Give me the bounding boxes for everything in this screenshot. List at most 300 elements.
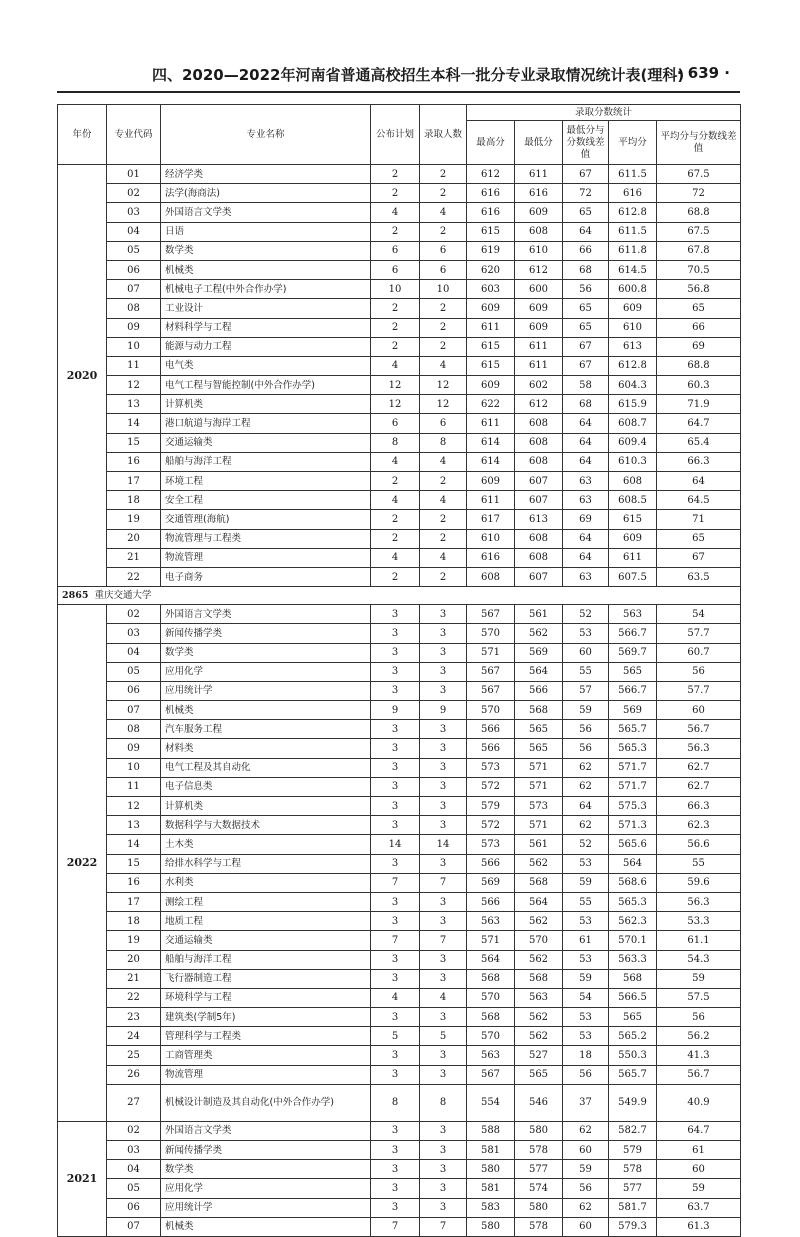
cell-plan: 6 xyxy=(371,260,420,279)
cell-avg-diff: 63.7 xyxy=(657,1198,741,1217)
cell-avg: 565.3 xyxy=(609,892,657,911)
cell-avg: 566.7 xyxy=(609,681,657,700)
table-row xyxy=(58,222,741,241)
cell-avg-diff: 55 xyxy=(657,854,741,873)
cell-max: 622 xyxy=(467,395,515,414)
cell-code: 05 xyxy=(107,662,161,681)
cell-min-diff: 56 xyxy=(563,739,609,758)
cell-min-diff: 67 xyxy=(563,165,609,184)
cell-avg-diff: 56.8 xyxy=(657,280,741,299)
cell-avg: 579 xyxy=(609,1141,657,1160)
cell-max: 571 xyxy=(467,931,515,950)
cell-admitted: 3 xyxy=(420,739,467,758)
cell-name: 管理科学与工程类 xyxy=(161,1027,371,1046)
cell-max: 566 xyxy=(467,720,515,739)
cell-max: 571 xyxy=(467,643,515,662)
cell-name: 应用统计学 xyxy=(161,1198,371,1217)
cell-min-diff: 61 xyxy=(563,931,609,950)
cell-plan: 2 xyxy=(371,184,420,203)
cell-plan: 9 xyxy=(371,701,420,720)
cell-min: 573 xyxy=(515,797,563,816)
cell-min-diff: 64 xyxy=(563,414,609,433)
cell-avg-diff: 41.3 xyxy=(657,1046,741,1065)
cell-max: 615 xyxy=(467,337,515,356)
cell-plan: 2 xyxy=(371,510,420,529)
table-row xyxy=(58,950,741,969)
cell-avg: 564 xyxy=(609,854,657,873)
cell-min-diff: 57 xyxy=(563,681,609,700)
cell-code: 09 xyxy=(107,318,161,337)
cell-name: 经济学类 xyxy=(161,165,371,184)
cell-code: 18 xyxy=(107,912,161,931)
cell-code: 15 xyxy=(107,433,161,452)
cell-max: 615 xyxy=(467,356,515,375)
cell-admitted: 3 xyxy=(420,1065,467,1084)
year-cell: 2022 xyxy=(58,605,107,1122)
cell-min-diff: 69 xyxy=(563,510,609,529)
cell-admitted: 3 xyxy=(420,1141,467,1160)
col-min: 最低分 xyxy=(515,121,563,165)
cell-min: 608 xyxy=(515,529,563,548)
cell-plan: 3 xyxy=(371,720,420,739)
cell-plan: 5 xyxy=(371,1027,420,1046)
cell-min: 564 xyxy=(515,892,563,911)
cell-admitted: 2 xyxy=(420,184,467,203)
cell-name: 飞行器制造工程 xyxy=(161,969,371,988)
cell-max: 617 xyxy=(467,510,515,529)
cell-admitted: 3 xyxy=(420,1179,467,1198)
cell-code: 11 xyxy=(107,777,161,796)
cell-name: 工业设计 xyxy=(161,299,371,318)
school-cell xyxy=(58,587,741,605)
table-row xyxy=(58,777,741,796)
cell-avg-diff: 72 xyxy=(657,184,741,203)
cell-min: 527 xyxy=(515,1046,563,1065)
cell-avg: 563 xyxy=(609,605,657,624)
cell-avg-diff: 64.7 xyxy=(657,1121,741,1140)
cell-code: 07 xyxy=(107,280,161,299)
cell-avg-diff: 40.9 xyxy=(657,1084,741,1121)
cell-max: 572 xyxy=(467,777,515,796)
cell-admitted: 4 xyxy=(420,356,467,375)
cell-admitted: 12 xyxy=(420,376,467,395)
cell-min-diff: 66 xyxy=(563,241,609,260)
cell-avg-diff: 54 xyxy=(657,605,741,624)
cell-name: 外国语言文学类 xyxy=(161,203,371,222)
cell-avg: 611.5 xyxy=(609,222,657,241)
cell-admitted: 2 xyxy=(420,472,467,491)
cell-name: 给排水科学与工程 xyxy=(161,854,371,873)
cell-max: 612 xyxy=(467,165,515,184)
cell-name: 电气工程与智能控制(中外合作办学) xyxy=(161,376,371,395)
cell-avg: 575.3 xyxy=(609,797,657,816)
cell-max: 619 xyxy=(467,241,515,260)
table-row xyxy=(58,184,741,203)
cell-name: 电子信息类 xyxy=(161,777,371,796)
cell-admitted: 3 xyxy=(420,1121,467,1140)
cell-min: 609 xyxy=(515,203,563,222)
cell-admitted: 3 xyxy=(420,720,467,739)
cell-max: 568 xyxy=(467,1008,515,1027)
table-row xyxy=(58,624,741,643)
col-name: 专业名称 xyxy=(161,105,371,165)
cell-name: 交通运输类 xyxy=(161,931,371,950)
cell-min-diff: 59 xyxy=(563,969,609,988)
cell-code: 04 xyxy=(107,222,161,241)
cell-min-diff: 64 xyxy=(563,797,609,816)
cell-avg: 563.3 xyxy=(609,950,657,969)
cell-min: 608 xyxy=(515,452,563,471)
cell-avg: 569.7 xyxy=(609,643,657,662)
table-row xyxy=(58,414,741,433)
cell-plan: 6 xyxy=(371,241,420,260)
cell-plan: 3 xyxy=(371,681,420,700)
cell-max: 567 xyxy=(467,662,515,681)
cell-min: 608 xyxy=(515,414,563,433)
cell-max: 563 xyxy=(467,1046,515,1065)
cell-name: 材料类 xyxy=(161,739,371,758)
table-row xyxy=(58,356,741,375)
cell-plan: 2 xyxy=(371,472,420,491)
cell-name: 物流管理与工程类 xyxy=(161,529,371,548)
cell-name: 外国语言文学类 xyxy=(161,1121,371,1140)
cell-admitted: 2 xyxy=(420,337,467,356)
table-row xyxy=(58,835,741,854)
cell-min: 616 xyxy=(515,184,563,203)
cell-avg-diff: 66 xyxy=(657,318,741,337)
cell-admitted: 3 xyxy=(420,605,467,624)
cell-name: 应用化学 xyxy=(161,1179,371,1198)
cell-plan: 6 xyxy=(371,414,420,433)
col-avg: 平均分 xyxy=(609,121,657,165)
table-row xyxy=(58,203,741,222)
cell-min-diff: 54 xyxy=(563,988,609,1007)
year-cell: 2021 xyxy=(58,1121,107,1236)
cell-min-diff: 67 xyxy=(563,356,609,375)
cell-code: 02 xyxy=(107,184,161,203)
cell-admitted: 14 xyxy=(420,835,467,854)
cell-avg-diff: 56.7 xyxy=(657,1065,741,1084)
cell-code: 18 xyxy=(107,491,161,510)
cell-code: 20 xyxy=(107,950,161,969)
table-row xyxy=(58,797,741,816)
cell-max: 554 xyxy=(467,1084,515,1121)
cell-min-diff: 65 xyxy=(563,203,609,222)
table-row xyxy=(58,395,741,414)
cell-avg: 608.7 xyxy=(609,414,657,433)
cell-avg-diff: 60.3 xyxy=(657,376,741,395)
cell-avg: 611.5 xyxy=(609,165,657,184)
table-row xyxy=(58,605,741,624)
cell-avg-diff: 70.5 xyxy=(657,260,741,279)
cell-admitted: 10 xyxy=(420,280,467,299)
cell-max: 573 xyxy=(467,835,515,854)
cell-admitted: 3 xyxy=(420,681,467,700)
cell-code: 09 xyxy=(107,739,161,758)
cell-code: 03 xyxy=(107,1141,161,1160)
cell-plan: 2 xyxy=(371,529,420,548)
cell-name: 安全工程 xyxy=(161,491,371,510)
cell-name: 日语 xyxy=(161,222,371,241)
cell-code: 12 xyxy=(107,376,161,395)
cell-avg-diff: 67.5 xyxy=(657,165,741,184)
cell-max: 610 xyxy=(467,529,515,548)
cell-code: 04 xyxy=(107,1160,161,1179)
cell-avg: 608 xyxy=(609,472,657,491)
cell-name: 港口航道与海岸工程 xyxy=(161,414,371,433)
cell-max: 608 xyxy=(467,567,515,586)
cell-avg-diff: 57.7 xyxy=(657,624,741,643)
cell-min: 568 xyxy=(515,969,563,988)
cell-name: 数学类 xyxy=(161,241,371,260)
cell-avg: 612.8 xyxy=(609,203,657,222)
cell-avg: 616 xyxy=(609,184,657,203)
cell-name: 数学类 xyxy=(161,643,371,662)
cell-code: 13 xyxy=(107,395,161,414)
cell-avg: 571.7 xyxy=(609,758,657,777)
cell-min: 568 xyxy=(515,873,563,892)
cell-min: 562 xyxy=(515,854,563,873)
cell-name: 材料科学与工程 xyxy=(161,318,371,337)
cell-min-diff: 63 xyxy=(563,491,609,510)
cell-plan: 7 xyxy=(371,931,420,950)
cell-max: 580 xyxy=(467,1217,515,1236)
col-code: 专业代码 xyxy=(107,105,161,165)
table-row xyxy=(58,662,741,681)
cell-plan: 7 xyxy=(371,873,420,892)
cell-avg: 569 xyxy=(609,701,657,720)
col-max: 最高分 xyxy=(467,121,515,165)
table-row xyxy=(58,988,741,1007)
page-header xyxy=(60,60,730,88)
cell-min-diff: 62 xyxy=(563,1198,609,1217)
cell-min: 610 xyxy=(515,241,563,260)
cell-avg: 565.7 xyxy=(609,720,657,739)
cell-admitted: 5 xyxy=(420,1027,467,1046)
table-row xyxy=(58,1065,741,1084)
cell-plan: 12 xyxy=(371,376,420,395)
cell-admitted: 2 xyxy=(420,318,467,337)
cell-plan: 3 xyxy=(371,854,420,873)
cell-avg: 579.3 xyxy=(609,1217,657,1236)
cell-name: 测绘工程 xyxy=(161,892,371,911)
cell-plan: 3 xyxy=(371,1141,420,1160)
cell-plan: 8 xyxy=(371,1084,420,1121)
cell-avg: 565.7 xyxy=(609,1065,657,1084)
cell-plan: 4 xyxy=(371,491,420,510)
cell-avg-diff: 61.3 xyxy=(657,1217,741,1236)
cell-name: 法学(海商法) xyxy=(161,184,371,203)
cell-admitted: 8 xyxy=(420,433,467,452)
cell-name: 电气工程及其自动化 xyxy=(161,758,371,777)
cell-max: 614 xyxy=(467,433,515,452)
cell-min-diff: 64 xyxy=(563,222,609,241)
cell-min-diff: 53 xyxy=(563,854,609,873)
cell-min-diff: 60 xyxy=(563,643,609,662)
table-row xyxy=(58,1027,741,1046)
cell-admitted: 3 xyxy=(420,643,467,662)
cell-name: 水利类 xyxy=(161,873,371,892)
cell-min: 602 xyxy=(515,376,563,395)
table-row xyxy=(58,1198,741,1217)
cell-name: 新闻传播学类 xyxy=(161,624,371,643)
cell-plan: 3 xyxy=(371,624,420,643)
cell-max: 620 xyxy=(467,260,515,279)
cell-min: 611 xyxy=(515,337,563,356)
cell-code: 04 xyxy=(107,643,161,662)
cell-min-diff: 58 xyxy=(563,376,609,395)
col-min-diff: 最低分与分数线差值 xyxy=(563,121,609,165)
cell-max: 615 xyxy=(467,222,515,241)
cell-min-diff: 59 xyxy=(563,873,609,892)
admission-table xyxy=(57,104,741,1237)
cell-admitted: 6 xyxy=(420,260,467,279)
cell-min: 580 xyxy=(515,1198,563,1217)
cell-min-diff: 60 xyxy=(563,1141,609,1160)
cell-avg-diff: 64.5 xyxy=(657,491,741,510)
cell-min: 577 xyxy=(515,1160,563,1179)
col-score-stats: 录取分数统计 xyxy=(467,105,741,121)
cell-max: 609 xyxy=(467,472,515,491)
cell-name: 机械设计制造及其自动化(中外合作办学) xyxy=(161,1084,371,1121)
table-row xyxy=(58,260,741,279)
cell-code: 06 xyxy=(107,260,161,279)
cell-admitted: 4 xyxy=(420,491,467,510)
cell-avg-diff: 62.7 xyxy=(657,758,741,777)
cell-name: 计算机类 xyxy=(161,395,371,414)
cell-plan: 3 xyxy=(371,912,420,931)
cell-min: 574 xyxy=(515,1179,563,1198)
cell-plan: 12 xyxy=(371,395,420,414)
cell-max: 611 xyxy=(467,491,515,510)
cell-avg: 581.7 xyxy=(609,1198,657,1217)
cell-min: 612 xyxy=(515,260,563,279)
cell-avg-diff: 64.7 xyxy=(657,414,741,433)
cell-avg-diff: 67.8 xyxy=(657,241,741,260)
cell-avg-diff: 66.3 xyxy=(657,797,741,816)
cell-max: 566 xyxy=(467,892,515,911)
cell-max: 609 xyxy=(467,299,515,318)
cell-plan: 3 xyxy=(371,605,420,624)
cell-avg-diff: 65.4 xyxy=(657,433,741,452)
cell-plan: 4 xyxy=(371,548,420,567)
cell-avg-diff: 67 xyxy=(657,548,741,567)
cell-max: 573 xyxy=(467,758,515,777)
cell-name: 土木类 xyxy=(161,835,371,854)
cell-plan: 3 xyxy=(371,969,420,988)
cell-avg-diff: 69 xyxy=(657,337,741,356)
cell-code: 13 xyxy=(107,816,161,835)
cell-admitted: 4 xyxy=(420,203,467,222)
cell-avg-diff: 56 xyxy=(657,1008,741,1027)
cell-code: 02 xyxy=(107,1121,161,1140)
cell-avg-diff: 56 xyxy=(657,662,741,681)
cell-min-diff: 62 xyxy=(563,777,609,796)
cell-max: 564 xyxy=(467,950,515,969)
cell-avg: 610 xyxy=(609,318,657,337)
table-header xyxy=(58,105,741,165)
cell-avg-diff: 56.3 xyxy=(657,892,741,911)
cell-avg: 609.4 xyxy=(609,433,657,452)
cell-min: 609 xyxy=(515,318,563,337)
cell-max: 570 xyxy=(467,1027,515,1046)
cell-avg-diff: 56.6 xyxy=(657,835,741,854)
cell-admitted: 2 xyxy=(420,222,467,241)
table-row xyxy=(58,701,741,720)
cell-max: 569 xyxy=(467,873,515,892)
cell-max: 580 xyxy=(467,1160,515,1179)
cell-admitted: 8 xyxy=(420,1084,467,1121)
cell-min-diff: 53 xyxy=(563,950,609,969)
cell-max: 568 xyxy=(467,969,515,988)
cell-admitted: 3 xyxy=(420,1198,467,1217)
cell-code: 26 xyxy=(107,1065,161,1084)
cell-code: 21 xyxy=(107,548,161,567)
cell-min: 600 xyxy=(515,280,563,299)
cell-max: 611 xyxy=(467,318,515,337)
cell-max: 583 xyxy=(467,1198,515,1217)
cell-code: 05 xyxy=(107,1179,161,1198)
cell-avg: 578 xyxy=(609,1160,657,1179)
cell-min: 580 xyxy=(515,1121,563,1140)
cell-max: 567 xyxy=(467,681,515,700)
cell-min-diff: 65 xyxy=(563,318,609,337)
cell-plan: 3 xyxy=(371,758,420,777)
cell-max: 616 xyxy=(467,184,515,203)
cell-avg: 610.3 xyxy=(609,452,657,471)
cell-min-diff: 65 xyxy=(563,299,609,318)
cell-min-diff: 63 xyxy=(563,567,609,586)
cell-min-diff: 53 xyxy=(563,1008,609,1027)
cell-code: 17 xyxy=(107,472,161,491)
cell-avg-diff: 63.5 xyxy=(657,567,741,586)
cell-code: 22 xyxy=(107,567,161,586)
cell-code: 23 xyxy=(107,1008,161,1027)
cell-avg: 613 xyxy=(609,337,657,356)
table-row xyxy=(58,1160,741,1179)
cell-plan: 2 xyxy=(371,567,420,586)
year-cell: 2020 xyxy=(58,165,107,587)
cell-admitted: 3 xyxy=(420,1008,467,1027)
cell-min: 570 xyxy=(515,931,563,950)
table-row xyxy=(58,892,741,911)
cell-avg-diff: 62.7 xyxy=(657,777,741,796)
cell-name: 机械类 xyxy=(161,701,371,720)
cell-plan: 7 xyxy=(371,1217,420,1236)
cell-code: 07 xyxy=(107,1217,161,1236)
cell-max: 563 xyxy=(467,912,515,931)
cell-code: 22 xyxy=(107,988,161,1007)
school-row xyxy=(58,587,741,605)
cell-min-diff: 55 xyxy=(563,892,609,911)
cell-min-diff: 52 xyxy=(563,835,609,854)
cell-admitted: 6 xyxy=(420,241,467,260)
cell-plan: 3 xyxy=(371,643,420,662)
cell-name: 能源与动力工程 xyxy=(161,337,371,356)
cell-avg: 609 xyxy=(609,529,657,548)
cell-plan: 10 xyxy=(371,280,420,299)
cell-code: 21 xyxy=(107,969,161,988)
cell-avg-diff: 53.3 xyxy=(657,912,741,931)
cell-avg-diff: 57.5 xyxy=(657,988,741,1007)
cell-min: 568 xyxy=(515,701,563,720)
cell-min: 611 xyxy=(515,356,563,375)
cell-admitted: 9 xyxy=(420,701,467,720)
cell-min-diff: 67 xyxy=(563,337,609,356)
cell-avg-diff: 61.1 xyxy=(657,931,741,950)
cell-admitted: 3 xyxy=(420,777,467,796)
table-row xyxy=(58,873,741,892)
